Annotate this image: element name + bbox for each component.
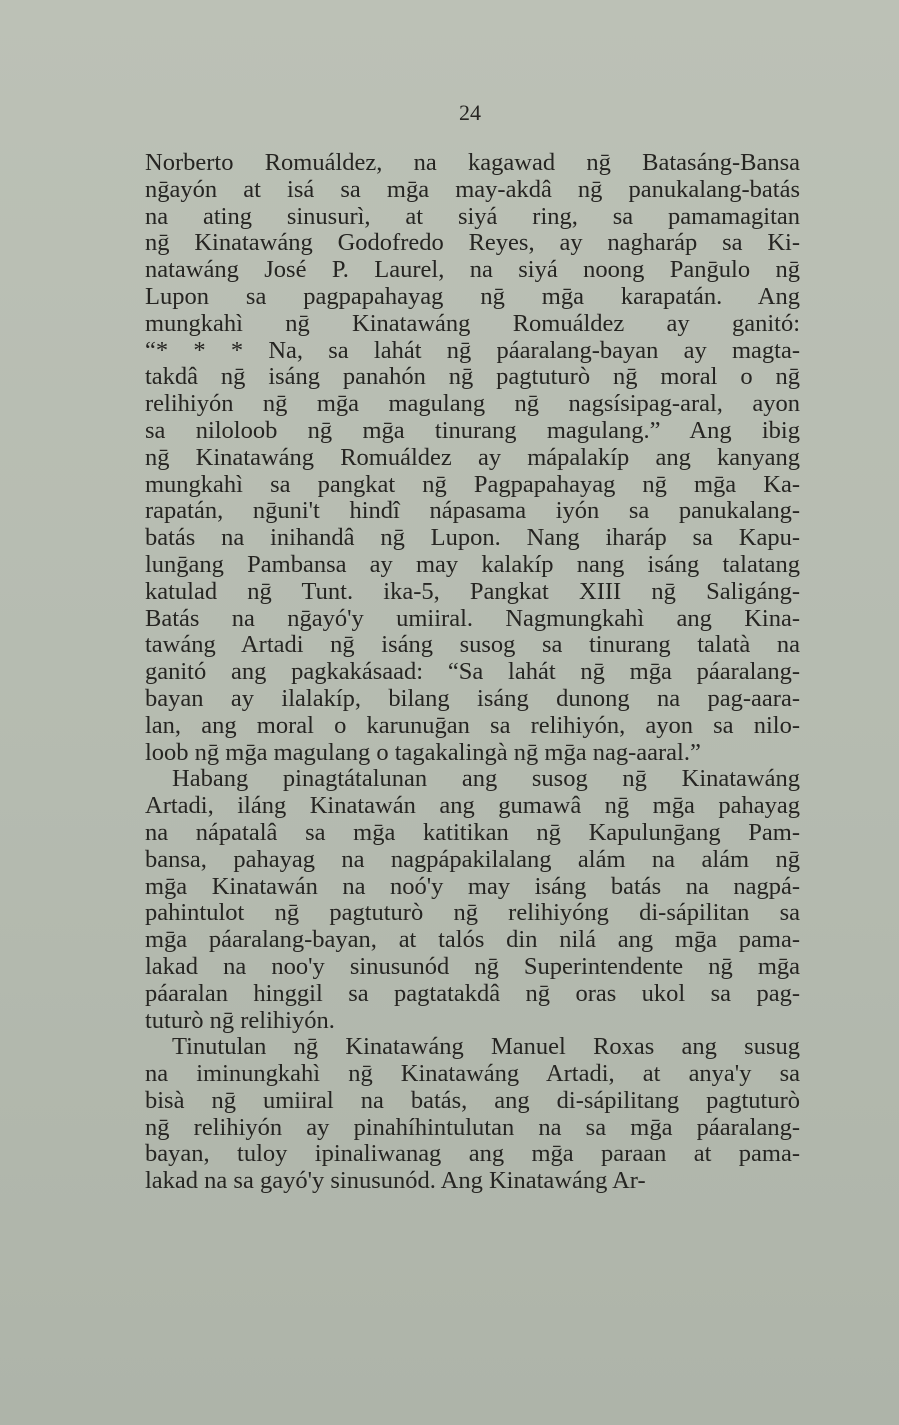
text-line: Habang pinagtátalunan ang susog nḡ Kinatawáng bbox=[172, 765, 800, 793]
text-line: Tinutulan nḡ Kinatawáng Manuel Roxas ang susug bbox=[172, 1033, 800, 1061]
text-line: nḡ Kinatawáng Godofredo Reyes, ay nagharáp sa Ki- bbox=[145, 229, 800, 257]
text-line: sa niloloob nḡ mḡa tinurang magulang.” Ang ibig bbox=[145, 416, 800, 444]
text-line: nḡayón at isá sa mḡa may-akdâ nḡ panukalang-batás bbox=[145, 175, 800, 203]
text-line: bisà nḡ umiiral na batás, ang di-sápilitang pagtuturò bbox=[145, 1086, 800, 1114]
text-line: na ating sinusurì, at siyá ring, sa pamamagitan bbox=[145, 202, 800, 230]
text-line: lan, ang moral o karunuḡan sa relihiyón, ayon sa nilo- bbox=[145, 711, 800, 739]
text-line: na nápatalâ sa mḡa katitikan nḡ Kapulunḡang Pam- bbox=[145, 818, 800, 846]
text-line: Lupon sa pagpapahayag nḡ mḡa karapatán. Ang bbox=[145, 282, 800, 310]
text-line: tawáng Artadi nḡ isáng susog sa tinurang talatà na bbox=[145, 631, 800, 659]
text-line: rapatán, nḡuni't hindî nápasama iyón sa panukalang- bbox=[145, 497, 800, 525]
text-line: mungkahì nḡ Kinatawáng Romuáldez ay ganitó: bbox=[145, 309, 800, 337]
text-line: mḡa Kinatawán na noó'y may isáng batás na nagpá- bbox=[145, 872, 800, 900]
text-line: ganitó ang pagkakásaad: “Sa lahát nḡ mḡa páaralang- bbox=[145, 658, 800, 686]
text-line: lunḡang Pambansa ay may kalakíp nang isáng talatang bbox=[145, 550, 800, 578]
text-line: Norberto Romuáldez, na kagawad nḡ Batasáng-Bansa bbox=[145, 149, 800, 176]
text-line: Artadi, iláng Kinatawán ang gumawâ nḡ mḡa pahayag bbox=[145, 792, 800, 820]
text-line: takdâ nḡ isáng panahón nḡ pagtuturò nḡ moral o nḡ bbox=[145, 363, 800, 391]
text-line: nḡ Kinatawáng Romuáldez ay mápalakíp ang kanyang bbox=[145, 443, 800, 471]
text-line: relihiyón nḡ mḡa magulang nḡ nagsísipag-aral, ayon bbox=[145, 390, 800, 418]
body-text bbox=[145, 150, 800, 1195]
text-line: lakad na sa gayó'y sinusunód. Ang Kinatawáng Ar- bbox=[145, 1167, 646, 1195]
text-line: bayan ay ilalakíp, bilang isáng dunong na pag-aara- bbox=[145, 684, 800, 712]
text-line: páaralan hinggil sa pagtatakdâ nḡ oras ukol sa pag- bbox=[145, 979, 800, 1007]
text-line: mḡa páaralang-bayan, at talós din nilá ang mḡa pama- bbox=[145, 926, 800, 954]
text-line: bansa, pahayag na nagpápakilalang alám na alám nḡ bbox=[145, 845, 800, 873]
text-line: batás na inihandâ nḡ Lupon. Nang iharáp sa Kapu- bbox=[145, 524, 800, 552]
text-line: natawáng José P. Laurel, na siyá noong Panḡulo nḡ bbox=[145, 256, 800, 284]
page-number: 24 bbox=[459, 100, 481, 125]
text-line: bayan, tuloy ipinaliwanag ang mḡa paraan at pama- bbox=[145, 1140, 800, 1168]
text-line: mungkahì sa pangkat nḡ Pagpapahayag nḡ mḡa Ka- bbox=[145, 470, 800, 498]
text-line: nḡ relihiyón ay pinahíhintulutan na sa mḡa páaralang- bbox=[145, 1113, 800, 1141]
text-line: loob nḡ mḡa magulang o tagakalingà nḡ mḡa nag-aaral.” bbox=[145, 738, 701, 766]
text-line: katulad nḡ Tunt. ika-5, Pangkat XIII nḡ Saligáng- bbox=[145, 577, 800, 605]
text-line: lakad na noo'y sinusunód nḡ Superintendente nḡ mḡa bbox=[145, 952, 800, 980]
text-line: pahintulot nḡ pagtuturò nḡ relihiyóng di-sápilitan sa bbox=[145, 899, 800, 927]
text-line: “* * * Na, sa lahát nḡ páaralang-bayan ay magta- bbox=[145, 336, 800, 364]
text-line: Batás na nḡayó'y umiiral. Nagmungkahì ang Kina- bbox=[145, 604, 800, 632]
text-line: na iminungkahì nḡ Kinatawáng Artadi, at anya'y sa bbox=[145, 1060, 800, 1088]
text-line: tuturò nḡ relihiyón. bbox=[145, 1006, 335, 1034]
